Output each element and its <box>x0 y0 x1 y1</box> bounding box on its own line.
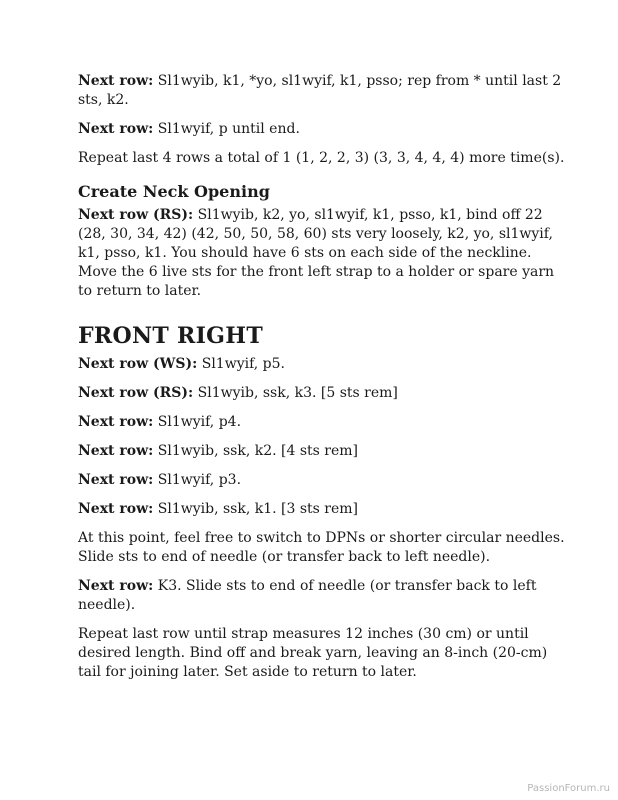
row-label: Next row: <box>78 443 154 459</box>
pattern-note <box>78 529 568 567</box>
row-text: Sl1wyif, p5. <box>197 356 285 372</box>
pattern-row <box>78 384 568 403</box>
pattern-row <box>78 206 568 301</box>
row-label: Next row (RS): <box>78 385 194 401</box>
row-text: Sl1wyif, p3. <box>153 472 242 488</box>
row-text: Sl1wyib, ssk, k2. [4 sts rem] <box>153 443 359 459</box>
row-label: Next row (WS): <box>78 356 198 372</box>
row-text: Repeat last row until strap measures 12 inches (30 cm) or until desired length. Bind off and break yarn, leaving an 8-inch (20-cm) tail for joining later. Set aside to return to later. <box>78 626 548 680</box>
row-text: Repeat last 4 rows a total of 1 (1, 2, 2, 3) (3, 3, 4, 4, 4) more time(s). <box>78 150 565 166</box>
pattern-row <box>78 355 568 374</box>
neck-heading: Create Neck Opening <box>78 182 270 201</box>
pattern-row <box>78 120 568 139</box>
row-label: Next row: <box>78 472 154 488</box>
pattern-row <box>78 413 568 432</box>
row-text: At this point, feel free to switch to DPNs or shorter circular needles. Slide sts to end of needle (or transfer back to left needle). <box>78 530 565 565</box>
row-text: Sl1wyif, p4. <box>153 414 242 430</box>
row-label: Next row: <box>78 501 154 517</box>
row-label: Next row: <box>78 414 154 430</box>
document-page <box>78 72 568 692</box>
row-text: Sl1wyib, ssk, k3. [5 sts rem] <box>193 385 398 401</box>
watermark: PassionForum.ru <box>527 783 610 794</box>
row-text: K3. Slide sts to end of needle (or transfer back to left needle). <box>78 578 537 613</box>
row-text: Sl1wyib, k1, *yo, sl1wyif, k1, psso; rep from * until last 2 sts, k2. <box>78 73 562 108</box>
pattern-note <box>78 625 568 682</box>
row-text: Sl1wyib, ssk, k1. [3 sts rem] <box>153 501 359 517</box>
pattern-row <box>78 442 568 461</box>
pattern-note <box>78 149 568 168</box>
pattern-row <box>78 471 568 490</box>
front-right-heading: FRONT RIGHT <box>78 323 264 349</box>
row-label: Next row (RS): <box>78 207 194 223</box>
row-label: Next row: <box>78 121 154 137</box>
row-text: Sl1wyib, k2, yo, sl1wyif, k1, psso, k1, bind off 22 (28, 30, 34, 42) (42, 50, 50, 58, 60) sts very loosely, k2, yo, sl1wyif, k1, psso, k1. You should have 6 sts on each side of the neckline. Move the 6 live sts for the front left strap to a holder or spare yarn to return to later. <box>78 207 555 299</box>
row-label: Next row: <box>78 578 154 594</box>
row-text: Sl1wyif, p until end. <box>153 121 300 137</box>
pattern-row <box>78 72 568 110</box>
pattern-row <box>78 577 568 615</box>
pattern-row <box>78 500 568 519</box>
row-label: Next row: <box>78 73 154 89</box>
